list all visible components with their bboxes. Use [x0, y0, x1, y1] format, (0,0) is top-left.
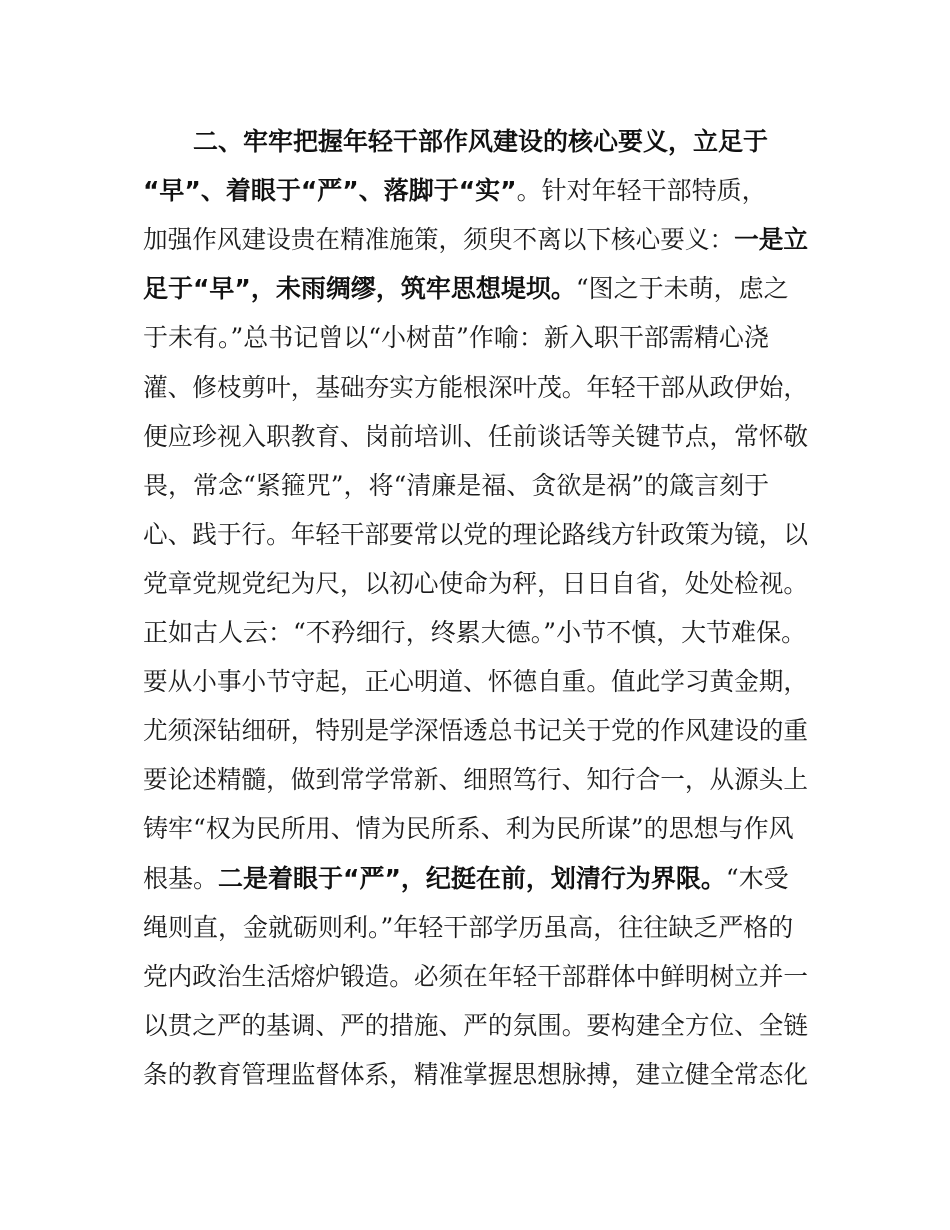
text-segment: 加强作风建设贵在精准施策，须臾不离以下核心要义： — [143, 225, 735, 255]
paragraph-line — [143, 662, 808, 702]
text-segment: 尤须深钻细研，特别是学深悟透总书记关于党的作风建设的重 — [143, 716, 809, 746]
text-segment: 条的教育管理监督体系，精准掌握思想脉搏，建立健全常态化 — [143, 1059, 809, 1089]
paragraph-line — [143, 318, 769, 358]
text-segment: 根基。 — [143, 863, 219, 893]
text-segment: “图之于未萌，虑之 — [575, 274, 789, 304]
paragraph-line — [143, 1006, 808, 1046]
paragraph-line — [143, 515, 808, 555]
section-heading-line — [193, 122, 768, 162]
paragraph-line — [143, 859, 789, 899]
text-segment: 于未有。”总书记曾以“小树苗”作喻：新入职干部需精心浇 — [143, 323, 769, 353]
bold-text-segment: 足于“早”，未雨绸缪，筑牢思想堤坝。 — [143, 274, 576, 304]
text-segment: 要从小事小节守起，正心明道、怀德自重。值此学习黄金期， — [143, 667, 809, 697]
bold-text-segment: 二是着眼于“严”，纪挺在前，划清行为界限。 — [218, 863, 726, 893]
paragraph-line — [143, 564, 808, 604]
bold-text-segment: “早”、着眼于“严”、落脚于“实” — [143, 176, 517, 206]
text-segment: 正如古人云：“不矜细行，终累大德。”小节不慎，大节难保。 — [143, 618, 807, 647]
text-segment: 党内政治生活熔炉锻造。必须在年轻干部群体中鲜明树立并一 — [143, 961, 809, 991]
paragraph-line — [143, 809, 794, 849]
paragraph-line — [143, 171, 767, 211]
text-segment: 绳则直，金就砺则利。”年轻干部学历虽高，往往缺乏严格的 — [143, 912, 794, 942]
text-segment: 铸牢“权为民所用、情为民所系、利为民所谋”的思想与作风 — [143, 814, 794, 844]
paragraph-line — [143, 957, 808, 997]
paragraph-line — [143, 613, 806, 653]
text-segment: 畏，常念“紧箍咒”，将“清廉是福、贪欲是祸”的箴言刻于 — [143, 470, 770, 500]
text-segment: “木受 — [725, 863, 789, 893]
text-segment: 便应珍视入职教育、岗前培训、任前谈话等关键节点，常怀敬 — [143, 421, 809, 451]
text-segment: 要论述精髓，做到常学常新、细照笃行、知行合一，从源头上 — [143, 765, 809, 795]
paragraph-line — [143, 760, 808, 800]
paragraph-line — [143, 220, 808, 260]
text-segment: 心、践于行。年轻干部要常以党的理论路线方针政策为镜，以 — [143, 519, 809, 549]
text-segment: 党章党规党纪为尺，以初心使命为秤，日日自省，处处检视。 — [143, 568, 809, 598]
text-segment: 。针对年轻干部特质， — [516, 176, 767, 206]
text-segment: 以贯之严的基调、严的措施、严的氛围。要构建全方位、全链 — [143, 1010, 809, 1040]
paragraph-line — [143, 466, 769, 506]
paragraph-line — [143, 269, 789, 309]
paragraph-line — [143, 417, 808, 457]
paragraph-line — [143, 1055, 808, 1095]
text-segment: 灌、修枝剪叶，基础夯实方能根深叶茂。年轻干部从政伊始， — [143, 372, 809, 402]
bold-text-segment: 二、牢牢把握年轻干部作风建设的核心要义，立足于 — [193, 127, 769, 156]
bold-text-segment: 一是立 — [734, 225, 809, 255]
paragraph-line — [143, 711, 808, 751]
paragraph-line — [143, 908, 793, 948]
paragraph-line — [143, 368, 808, 408]
